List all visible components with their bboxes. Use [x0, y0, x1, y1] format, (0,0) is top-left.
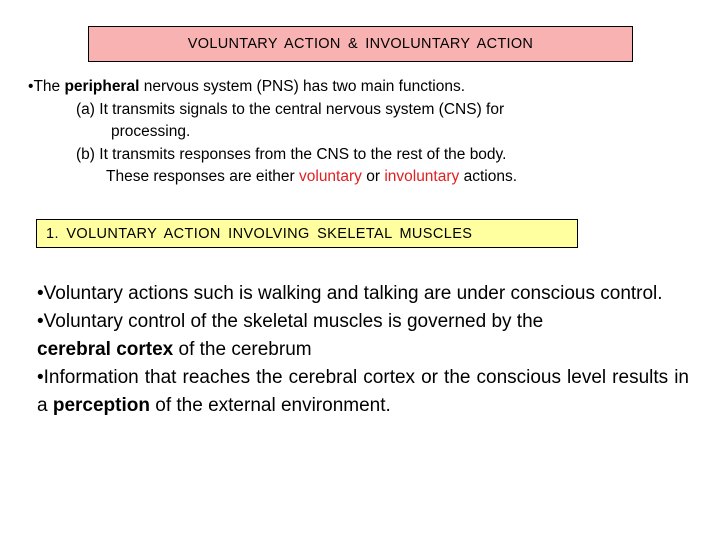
section-heading-text: 1. VOLUNTARY ACTION INVOLVING SKELETAL MUSCLES	[46, 225, 473, 242]
pns-intro: •The peripheral nervous system (PNS) has two main functions.	[28, 78, 466, 95]
bullet-dot: •	[37, 283, 44, 304]
slide-title-text: VOLUNTARY ACTION & INVOLUNTARY ACTION	[187, 36, 534, 52]
bullet-dot: •	[37, 367, 44, 388]
peripheral-term: peripheral	[64, 78, 140, 95]
cerebral-cortex-term: cerebral cortex	[37, 339, 174, 360]
pns-function-a: (a) It transmits signals to the central nervous system (CNS) for	[76, 100, 505, 118]
pns-function-b: (b) It transmits responses from the CNS to the rest of the body.	[76, 145, 507, 163]
pns-functions-block	[28, 76, 718, 189]
list-item: •Voluntary actions such is walking and talking are under conscious control.	[37, 283, 663, 304]
bullet-dot: •	[28, 78, 34, 95]
section-heading	[36, 219, 578, 248]
pns-function-a-continued: processing.	[111, 123, 191, 140]
slide-title	[88, 26, 633, 62]
bullet-dot: •	[37, 311, 44, 332]
pns-function-b-continued: These responses are either voluntary or involuntary actions.	[106, 168, 518, 185]
list-item: •Voluntary control of the skeletal muscles is governed by the cerebral cortex of the cerebrum	[37, 311, 544, 360]
involuntary-term: involuntary	[384, 168, 460, 185]
list-item: •Information that reaches the cerebral cortex or the conscious level results in a perception of the external environment.	[37, 367, 689, 416]
bullet-list	[37, 280, 689, 420]
perception-term: perception	[52, 395, 150, 416]
voluntary-term: voluntary	[299, 168, 362, 185]
